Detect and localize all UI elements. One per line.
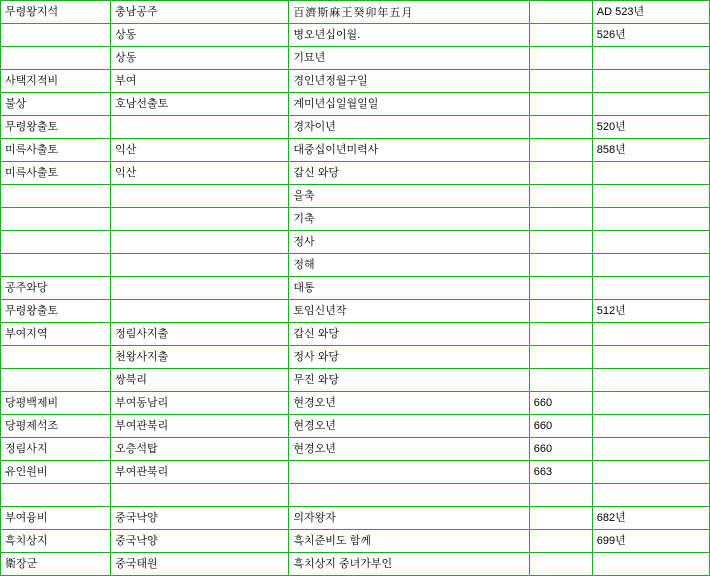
table-row (1, 484, 710, 507)
table-cell-location: 정림사지출 (111, 323, 289, 346)
table-cell-year_ad (592, 461, 709, 484)
table-cell-inscription: 무진 와당 (289, 369, 529, 392)
table-cell-location: 상동 (111, 24, 289, 47)
table-cell-year_ad (592, 70, 709, 93)
table-cell-year_ad: 526년 (592, 24, 709, 47)
table-cell-inscription: 갑신 와당 (289, 323, 529, 346)
table-cell-site: 미륵사출토 (1, 139, 111, 162)
table-cell-site (1, 24, 111, 47)
table-cell-inscription: 기묘년 (289, 47, 529, 70)
table-cell-year_num: 660 (529, 415, 592, 438)
table-cell-year_num (529, 484, 592, 507)
table-cell-year_ad: AD 523년 (592, 1, 709, 24)
table-cell-location: 천왕사지출 (111, 346, 289, 369)
table-cell-site: 정림사지 (1, 438, 111, 461)
table-cell-year_num (529, 300, 592, 323)
table-cell-year_num (529, 93, 592, 116)
table-row (1, 461, 710, 484)
table-cell-year_num (529, 323, 592, 346)
table-cell-location: 호남선출토 (111, 93, 289, 116)
table-cell-inscription: 현경오년 (289, 392, 529, 415)
table-cell-inscription: 경자이년 (289, 116, 529, 139)
table-cell-inscription: 병오년십이월. (289, 24, 529, 47)
table-cell-location (111, 277, 289, 300)
table-cell-location: 부여동남리 (111, 392, 289, 415)
table-cell-inscription: 의자왕자 (289, 507, 529, 530)
table-cell-location (111, 484, 289, 507)
table-cell-year_ad: 520년 (592, 116, 709, 139)
table-cell-site (1, 231, 111, 254)
table-row (1, 530, 710, 553)
table-cell-year_num (529, 553, 592, 576)
table-cell-year_ad (592, 323, 709, 346)
table-cell-year_num (529, 1, 592, 24)
table-cell-inscription: 갑신 와당 (289, 162, 529, 185)
table-cell-year_ad (592, 93, 709, 116)
table-cell-inscription: 흑치준비도 함께 (289, 530, 529, 553)
table-cell-year_num (529, 70, 592, 93)
table-cell-location: 충남공주 (111, 1, 289, 24)
table-cell-site: 무령왕출토 (1, 300, 111, 323)
table-cell-year_ad (592, 438, 709, 461)
table-row (1, 231, 710, 254)
table-row (1, 1, 710, 24)
table-cell-site: 무령왕출토 (1, 116, 111, 139)
table-cell-location: 오층석탑 (111, 438, 289, 461)
table-row (1, 24, 710, 47)
table-row (1, 415, 710, 438)
table-row (1, 507, 710, 530)
table-cell-site: 衛장군 (1, 553, 111, 576)
table-cell-location (111, 231, 289, 254)
table-cell-site (1, 369, 111, 392)
table-cell-year_num (529, 254, 592, 277)
table-row (1, 300, 710, 323)
table-row (1, 392, 710, 415)
table-cell-site (1, 254, 111, 277)
table-cell-site (1, 208, 111, 231)
table-cell-inscription (289, 484, 529, 507)
table-cell-site (1, 484, 111, 507)
table-cell-year_ad: 512년 (592, 300, 709, 323)
table-cell-year_num (529, 277, 592, 300)
table-cell-inscription: 경인년정월구일 (289, 70, 529, 93)
table-row (1, 139, 710, 162)
table-row (1, 277, 710, 300)
table-body (1, 1, 710, 576)
table-cell-year_num (529, 208, 592, 231)
table-cell-location: 부여 (111, 70, 289, 93)
table-cell-location (111, 185, 289, 208)
table-cell-year_ad (592, 162, 709, 185)
table-cell-inscription (289, 461, 529, 484)
table-cell-site (1, 346, 111, 369)
table-cell-site: 공주와당 (1, 277, 111, 300)
table-cell-inscription: 현경오년 (289, 438, 529, 461)
table-row (1, 369, 710, 392)
table-cell-year_ad (592, 392, 709, 415)
table-cell-year_num: 660 (529, 438, 592, 461)
table-cell-year_ad: 858년 (592, 139, 709, 162)
table-cell-year_num (529, 369, 592, 392)
table-cell-inscription: 정사 와당 (289, 346, 529, 369)
table-cell-year_num (529, 162, 592, 185)
table-row (1, 254, 710, 277)
table-cell-location: 부여관북리 (111, 415, 289, 438)
table-cell-year_num (529, 139, 592, 162)
table-cell-site: 부여융비 (1, 507, 111, 530)
table-cell-site: 당평제석조 (1, 415, 111, 438)
table-cell-inscription: 현경오년 (289, 415, 529, 438)
table-cell-location (111, 208, 289, 231)
table-cell-year_num (529, 530, 592, 553)
table-row (1, 162, 710, 185)
table-row (1, 553, 710, 576)
table-row (1, 438, 710, 461)
table-cell-location: 익산 (111, 162, 289, 185)
table-cell-year_num (529, 24, 592, 47)
table-cell-location (111, 116, 289, 139)
table-cell-inscription: 대중십이년미력사 (289, 139, 529, 162)
table-row (1, 346, 710, 369)
table-row (1, 93, 710, 116)
table-row (1, 208, 710, 231)
table-cell-year_num (529, 507, 592, 530)
table-row (1, 116, 710, 139)
table-cell-year_ad (592, 346, 709, 369)
table-cell-inscription: 토임신년작 (289, 300, 529, 323)
table-cell-inscription: 정해 (289, 254, 529, 277)
table-cell-location (111, 254, 289, 277)
table-cell-location: 상동 (111, 47, 289, 70)
table-row (1, 323, 710, 346)
table-cell-year_num: 660 (529, 392, 592, 415)
table-row (1, 70, 710, 93)
table-cell-year_ad (592, 553, 709, 576)
table-cell-location: 중국낙양 (111, 530, 289, 553)
table-cell-location: 부여관북리 (111, 461, 289, 484)
table-row (1, 47, 710, 70)
table-cell-year_ad (592, 369, 709, 392)
table-cell-location: 중국태원 (111, 553, 289, 576)
table-cell-year_num (529, 47, 592, 70)
table-cell-site: 불상 (1, 93, 111, 116)
table-cell-location: 익산 (111, 139, 289, 162)
table-cell-site: 무령왕지석 (1, 1, 111, 24)
table-cell-site: 미륵사출토 (1, 162, 111, 185)
table-cell-year_ad (592, 231, 709, 254)
table-cell-year_ad (592, 185, 709, 208)
table-cell-year_num (529, 346, 592, 369)
table-cell-inscription: 대통 (289, 277, 529, 300)
table-cell-location: 쌍북리 (111, 369, 289, 392)
table-cell-year_num (529, 231, 592, 254)
table-cell-site: 사택지적비 (1, 70, 111, 93)
table-cell-year_ad (592, 254, 709, 277)
table-cell-inscription: 百濟斯麻王癸卯年五月 (289, 1, 529, 24)
table-cell-location (111, 300, 289, 323)
table-cell-year_ad (592, 47, 709, 70)
table-cell-site: 당평백제비 (1, 392, 111, 415)
table-cell-year_num: 663 (529, 461, 592, 484)
table-cell-inscription: 계미년십일월일일 (289, 93, 529, 116)
table-cell-year_ad: 682년 (592, 507, 709, 530)
table-cell-year_num (529, 116, 592, 139)
table-cell-year_ad (592, 484, 709, 507)
table-cell-year_ad (592, 277, 709, 300)
table-cell-site (1, 47, 111, 70)
table-cell-year_num (529, 185, 592, 208)
table-cell-site (1, 185, 111, 208)
table-cell-inscription: 을축 (289, 185, 529, 208)
table-cell-year_ad (592, 415, 709, 438)
table-cell-location: 중국낙양 (111, 507, 289, 530)
table-cell-site: 흑치상지 (1, 530, 111, 553)
table-row (1, 185, 710, 208)
table-cell-year_ad (592, 208, 709, 231)
table-cell-year_ad: 699년 (592, 530, 709, 553)
table-cell-inscription: 흑치상지 중녀가부인 (289, 553, 529, 576)
table-cell-inscription: 정사 (289, 231, 529, 254)
table-cell-site: 부여지역 (1, 323, 111, 346)
table-cell-inscription: 기축 (289, 208, 529, 231)
table-cell-site: 유인원비 (1, 461, 111, 484)
